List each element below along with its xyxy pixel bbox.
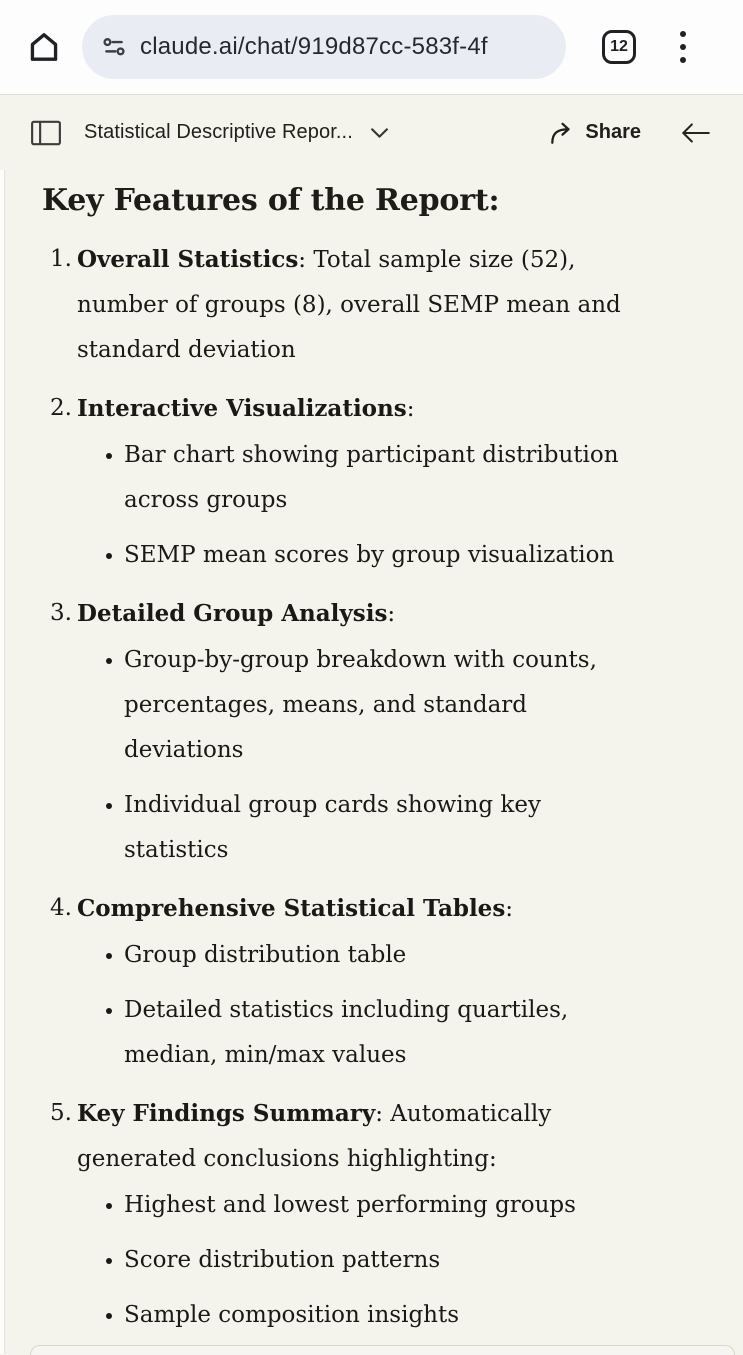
bullet-item [77, 1183, 629, 1228]
list-item [0, 1091, 743, 1338]
bullet-icon [106, 453, 112, 459]
bullet-text: Sample composition insights [124, 1302, 460, 1328]
bullet-icon [106, 553, 112, 559]
browser-toolbar [0, 0, 743, 95]
back-button[interactable] [675, 113, 715, 153]
sidebar-toggle-button[interactable] [26, 113, 66, 153]
bullet-item [77, 638, 629, 773]
bullet-icon [106, 953, 112, 959]
item-label: Overall Statistics [77, 246, 299, 273]
bullet-text: Group-by-group breakdown with counts, percentages, means, and standard deviations [124, 647, 597, 763]
bullet-list [77, 933, 743, 1078]
bullet-icon [106, 1313, 112, 1319]
report-message [0, 170, 743, 1338]
item-number: 3. [50, 600, 72, 626]
tab-switcher-button[interactable] [602, 30, 636, 64]
chat-title: Statistical Descriptive Repor... [84, 121, 353, 143]
bullet-text: Bar chart showing participant distribution across groups [124, 442, 619, 513]
tab-count: 12 [610, 38, 628, 55]
item-number: 5. [50, 1100, 72, 1126]
bullet-item [77, 1293, 629, 1338]
share-button[interactable] [548, 120, 641, 146]
share-label: Share [585, 121, 641, 143]
bullet-text: Individual group cards showing key statistics [124, 792, 541, 863]
list-item [0, 386, 743, 578]
item-text: : Automatically generated conclusions highlighting: [77, 1101, 552, 1172]
share-arrow-icon [548, 120, 576, 146]
home-icon [26, 29, 62, 65]
item-number: 2. [50, 395, 72, 421]
item-number: 4. [50, 895, 72, 921]
item-text: : [505, 896, 514, 922]
bullet-icon [106, 1258, 112, 1264]
bullet-list [77, 433, 743, 578]
address-bar[interactable] [82, 15, 566, 79]
back-arrow-icon [678, 121, 712, 145]
list-item [0, 591, 743, 873]
item-label: Detailed Group Analysis [77, 600, 388, 627]
item-label: Comprehensive Statistical Tables [77, 895, 506, 922]
chevron-down-icon [369, 126, 390, 140]
bullet-item [77, 1238, 629, 1283]
bullet-item [77, 533, 629, 578]
bullet-item [77, 933, 629, 978]
item-number: 1. [50, 246, 72, 272]
bullet-text: Group distribution table [124, 942, 407, 968]
report-feature-list [0, 237, 743, 1338]
url-display [140, 15, 548, 79]
url-text: claude.ai/chat/919d87cc-583f-4f [140, 33, 488, 60]
bullet-text: Score distribution patterns [124, 1247, 441, 1273]
bullet-text: SEMP mean scores by group visualization [124, 542, 615, 568]
browser-menu-button[interactable] [676, 27, 690, 67]
claude-app [0, 95, 743, 1354]
item-text: : [387, 601, 396, 627]
bullet-icon [106, 803, 112, 809]
sidebar-toggle-icon [30, 119, 62, 147]
bullet-icon [106, 658, 112, 664]
bullet-icon [106, 1203, 112, 1209]
item-label: Key Findings Summary [77, 1100, 376, 1127]
home-button[interactable] [16, 19, 72, 75]
chat-header [0, 95, 743, 170]
kebab-menu-icon [680, 31, 686, 37]
item-text: : Total sample size (52), number of groups (8), overall SEMP mean and standard deviation [77, 247, 621, 363]
list-item [0, 237, 743, 373]
bullet-item [77, 988, 629, 1078]
bullet-text: Detailed statistics including quartiles, median, min/max values [124, 997, 569, 1068]
report-heading: Key Features of the Report: [42, 183, 500, 218]
item-text: : [406, 396, 415, 422]
item-label: Interactive Visualizations [77, 395, 407, 422]
bullet-list [77, 638, 743, 873]
bullet-item [77, 433, 629, 523]
list-item [0, 886, 743, 1078]
chat-title-dropdown[interactable] [84, 121, 548, 144]
bullet-icon [106, 1008, 112, 1014]
bullet-list [77, 1183, 743, 1338]
bullet-item [77, 783, 629, 873]
bullet-text: Highest and lowest performing groups [124, 1192, 576, 1218]
site-info-icon[interactable] [102, 35, 126, 59]
